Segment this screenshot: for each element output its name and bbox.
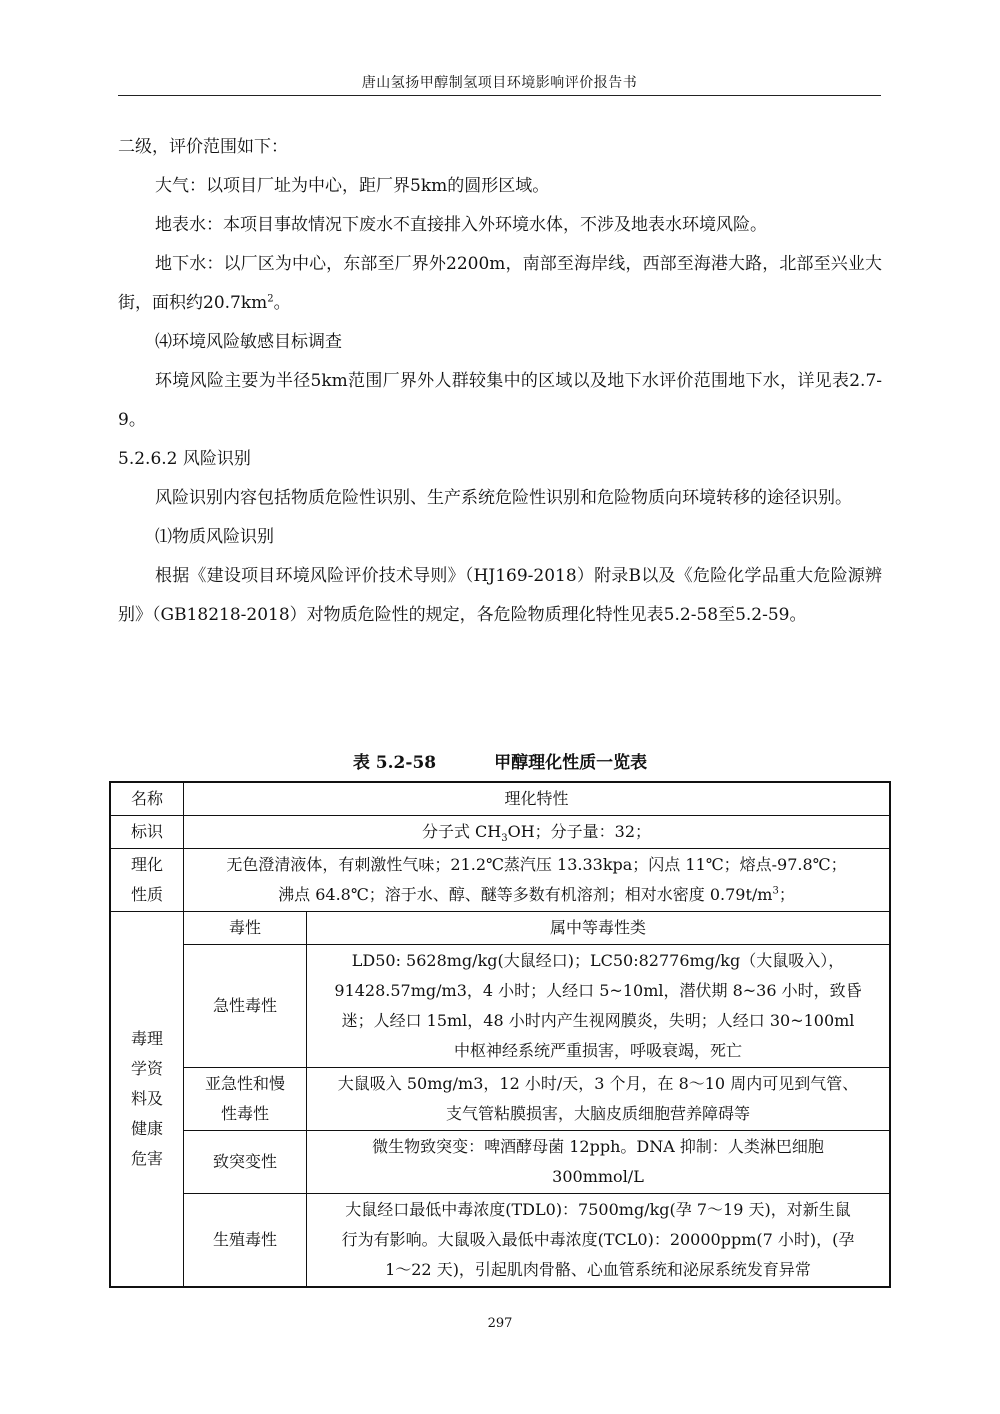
table-number: 表 5.2-58: [352, 753, 437, 773]
phys-superscript: 3: [772, 885, 779, 897]
phys-label-cell: [110, 849, 184, 912]
paragraph-risk-targets: 环境风险主要为半径5km范围厂界外人群较集中的区域以及地下水评价范围地下水，详见表2.7-9。: [118, 371, 882, 430]
table-row: [110, 849, 890, 912]
paragraph-eval-range: 二级，评价范围如下：: [118, 137, 288, 157]
superscript-2: 2: [267, 293, 274, 305]
phys-label-line: 性质: [130, 885, 163, 904]
mutagen-value-cell: [307, 1131, 891, 1194]
subacute-label-line: 亚急性和慢: [204, 1074, 285, 1093]
paragraph-groundwater: [118, 245, 882, 323]
repro-label-cell: 生殖毒性: [184, 1194, 307, 1288]
page-number: 297: [487, 1316, 513, 1331]
repro-line: 行为有影响。大鼠吸入最低中毒浓度(TCL0)：20000ppm(7 小时)，(孕: [341, 1230, 855, 1249]
section-heading-risk-identification: 5.2.6.2 风险识别: [118, 449, 251, 469]
tox-label-cell: 毒性: [184, 912, 307, 945]
acute-label-cell: 急性毒性: [184, 945, 307, 1068]
paragraph-atmosphere: 大气：以项目厂址为中心，距厂界5km的圆形区域。: [155, 176, 550, 196]
repro-line: 大鼠经口最低中毒浓度(TDL0)：7500mg/kg(孕 7～19 天)，对新生鼠: [345, 1200, 851, 1219]
tox-group-line: 料及: [130, 1089, 163, 1108]
paragraph-surface-water: 地表水：本项目事故情况下废水不直接排入外环境水体，不涉及地表水环境风险。: [155, 215, 767, 235]
tox-group-line: 毒理: [130, 1029, 163, 1048]
tox-group-line: 危害: [130, 1149, 163, 1168]
phys-value-cell: [184, 849, 891, 912]
subheading-sensitive-targets: ⑷环境风险敏感目标调查: [155, 332, 342, 352]
mutagen-line: 300mmol/L: [552, 1167, 644, 1186]
toxicology-group-cell: [110, 912, 184, 1288]
header-name-cell: 名称: [110, 782, 184, 816]
phys-line: 无色澄清液体，有刺激性气味；21.2℃蒸汽压 13.33kpa；闪点 11℃；熔点-97.8℃；: [226, 855, 847, 874]
table-row: [110, 1068, 890, 1131]
table-caption: [108, 748, 892, 773]
phys-label-line: 理化: [130, 855, 163, 874]
header-props-cell: 理化特性: [184, 782, 891, 816]
header-rule: [118, 95, 881, 96]
subacute-label-cell: [184, 1068, 307, 1131]
subacute-line: 大鼠吸入 50mg/m3，12 小时/天，3 个月，在 8～10 周内可见到气管、: [337, 1074, 859, 1093]
table-row: [110, 1194, 890, 1288]
tox-value-cell: 属中等毒性类: [307, 912, 891, 945]
acute-line: 中枢神经系统严重损害，呼吸衰竭，死亡: [453, 1041, 742, 1060]
table-row: [110, 1131, 890, 1194]
repro-value-cell: [307, 1194, 891, 1288]
acute-line: LD50: 5628mg/kg(大鼠经口)；LC50:82776mg/kg（大鼠吸入），: [351, 951, 845, 970]
table-row: [110, 912, 890, 945]
acute-line: 91428.57mg/m3，4 小时；人经口 5~10ml，潜伏期 8~36 小时，致昏: [334, 981, 862, 1000]
paragraph-risk-content: 风险识别内容包括物质危险性识别、生产系统危险性识别和危险物质向环境转移的途径识别。: [155, 488, 852, 508]
tox-group-line: 健康: [130, 1119, 163, 1138]
table-row: [110, 945, 890, 1068]
acute-value-cell: [307, 945, 891, 1068]
repro-line: 1～22 天)，引起肌肉骨骼、心血管系统和泌尿系统发育异常: [385, 1260, 811, 1279]
groundwater-end: 。: [273, 293, 291, 313]
paragraph-standards: 根据《建设项目环境风险评价技术导则》（HJ169-2018）附录B以及《危险化学品重大危险源辨别》（GB18218-2018）对物质危险性的规定，各危险物质理化特性见表5.2-58至5.2-59。: [118, 566, 882, 625]
id-label-cell: 标识: [110, 816, 184, 849]
phys-line: [188, 880, 885, 910]
subacute-value-cell: [307, 1068, 891, 1131]
table-title: 甲醇理化性质一览表: [494, 753, 648, 773]
formula-subscript: 3: [501, 833, 508, 845]
groundwater-text: 地下水：以厂区为中心，东部至厂界外2200m，南部至海岸线，西部至海港大路，北部至兴业大街，面积约20.7km: [118, 254, 882, 313]
methanol-properties-table: [109, 781, 891, 1288]
formula-rest: OH；分子量：32；: [507, 822, 652, 841]
tox-group-line: 学资: [130, 1059, 163, 1078]
phys-line-end: ；: [778, 885, 795, 904]
phys-line-text: 沸点 64.8℃；溶于水、醇、醚等多数有机溶剂；相对水密度 0.79t/m: [278, 885, 773, 904]
subacute-label-line: 性毒性: [220, 1104, 269, 1123]
body-text: [118, 128, 882, 635]
mutagen-label-cell: 致突变性: [184, 1131, 307, 1194]
table-row: [110, 816, 890, 849]
running-header: 唐山氢扬甲醇制氢项目环境影响评价报告书: [361, 75, 638, 91]
mutagen-line: 微生物致突变：啤酒酵母菌 12pph。DNA 抑制：人类淋巴细胞: [372, 1137, 824, 1156]
subheading-material-risk: ⑴物质风险识别: [155, 527, 274, 547]
table-row: [110, 782, 890, 816]
subacute-line: 支气管粘膜损害，大脑皮质细胞营养障碍等: [445, 1104, 750, 1123]
acute-line: 迷；人经口 15ml，48 小时内产生视网膜炎，失明；人经口 30~100ml: [341, 1011, 855, 1030]
id-value-cell: [184, 816, 891, 849]
formula-text: 分子式 CH: [421, 822, 502, 841]
